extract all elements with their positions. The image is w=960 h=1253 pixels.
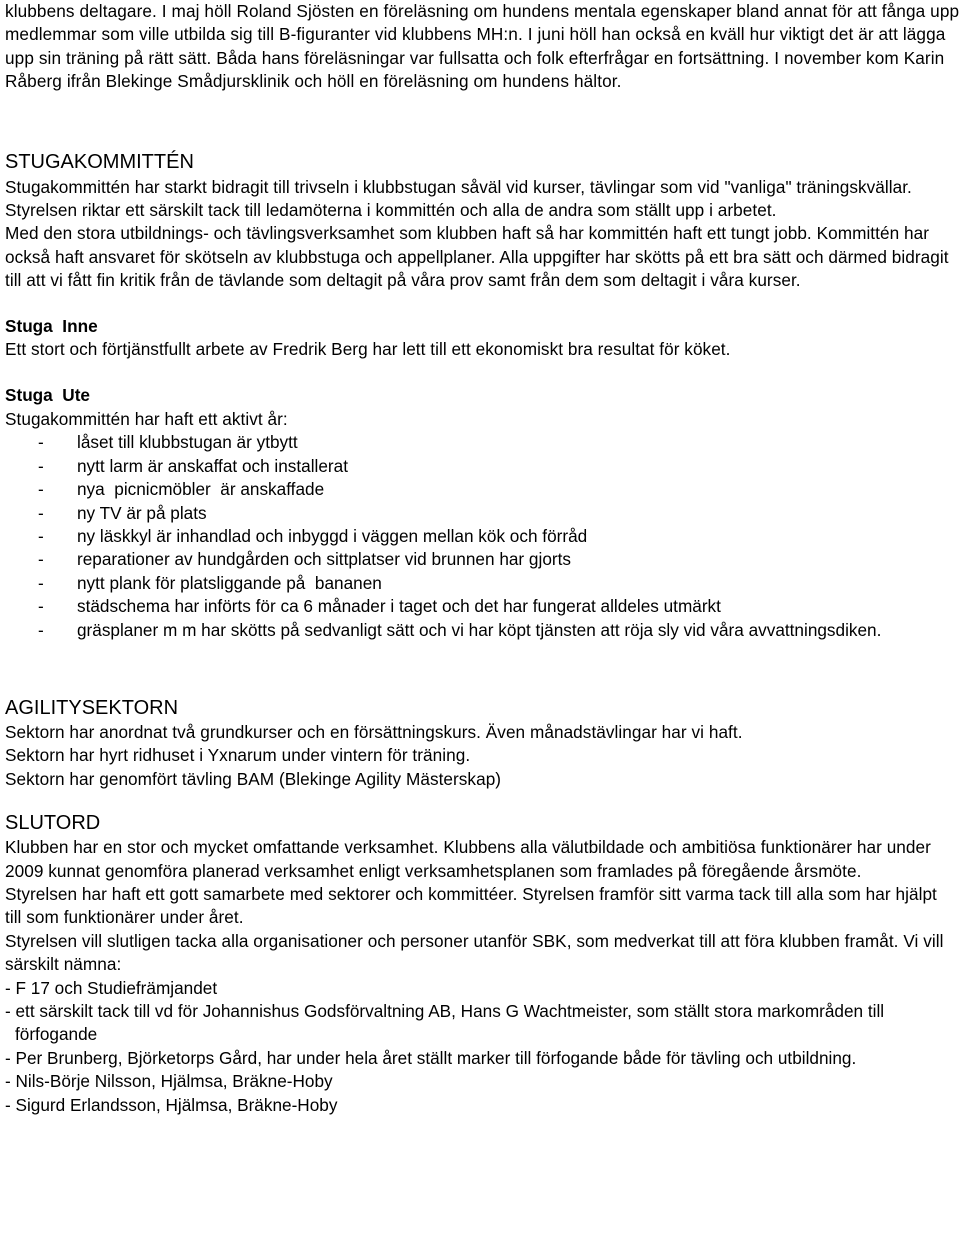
list-item-text: ny TV är på plats <box>77 502 207 523</box>
stuga-ute-list <box>5 431 955 642</box>
agility-line-1: Sektorn har anordnat två grundkurser och en försättningskurs. Även månadstävlingar har vi haft. <box>5 721 743 742</box>
thanks-item: - F 17 och Studiefrämjandet <box>5 977 218 998</box>
thanks-list <box>5 977 955 1117</box>
list-marker: - <box>38 572 44 593</box>
stugakommitten-paragraph-2: Med den stora utbildnings- och tävlingsverksamhet som klubben haft så har kommittén haft ett tungt jobb. Kommittén har också haft ansvaret för skötseln av klubbstuga och appellplaner. Alla uppgifter har skötts på ett bra sätt och därmed bidragit till att vi fått fin kritik från de tävlande som deltagit på våra prov samt från dem som deltagit i våra kurser. <box>5 223 949 291</box>
thanks-item: - Sigurd Erlandsson, Hjälmsa, Bräkne-Hoby <box>5 1094 338 1115</box>
list-item-text: nytt plank för platsliggande på bananen <box>77 572 382 593</box>
list-item <box>5 548 955 571</box>
stuga-ute-intro: Stugakommittén har haft ett aktivt år: <box>5 408 288 429</box>
list-item <box>5 455 955 478</box>
list-item-text: nytt larm är anskaffat och installerat <box>77 455 348 476</box>
list-marker: - <box>38 619 44 640</box>
intro-paragraph: klubbens deltagare. I maj höll Roland Sjösten en föreläsning om hundens mentala egenskaper bland annat för att fånga upp medlemmar som ville utbilda sig till B-figuranter vid klubbens MH:n. I juni höll han också en kväll hur viktigt det är att lägga upp sin träning på rätt sätt. Båda hans föreläsningar var fullsatta och folk efterfrågar en fortsättning. I november kom Karin Råberg ifrån Blekinge Smådjursklinik och höll en föreläsning om hundens hältor. <box>5 1 960 92</box>
list-item <box>5 431 955 454</box>
slutord-paragraph-3: Styrelsen vill slutligen tacka alla organisationer och personer utanför SBK, som medverkat till att föra klubben framåt. Vi vill särskilt nämna: <box>5 930 944 975</box>
list-item-text: reparationer av hundgården och sittplatser vid brunnen har gjorts <box>77 549 571 570</box>
list-item <box>5 572 955 595</box>
list-marker: - <box>38 525 44 546</box>
slutord-paragraph-1: Klubben har en stor och mycket omfattande verksamhet. Klubbens alla välutbildade och ambitiösa funktionärer har under 2009 kunnat genomföra planerad verksamhet enligt verksamhetsplanen som framlades på föregående årsmöte. <box>5 837 931 881</box>
list-item <box>5 478 955 501</box>
list-item <box>5 595 955 618</box>
agility-line-2: Sektorn har hyrt ridhuset i Yxnarum under vintern för träning. <box>5 745 471 766</box>
stugakommitten-paragraph-1: Stugakommittén har starkt bidragit till trivseln i klubbstugan såväl vid kurser, tävlingar som vid "vanliga" träningskvällar. Styrelsen riktar ett särskilt tack till ledamöterna i kommittén och alla de andra som ställt upp i arbetet. <box>5 176 912 221</box>
thanks-item: - ett särskilt tack till vd för Johannishus Godsförvaltning AB, Hans G Wachtmeister, som ställt stora markområden till förfogande <box>5 1001 885 1045</box>
list-marker: - <box>38 479 44 500</box>
list-marker: - <box>38 596 44 617</box>
list-item-text: ny läskkyl är inhandlad och inbyggd i väggen mellan kök och förråd <box>77 525 588 546</box>
slutord-paragraph-2: Styrelsen har haft ett gott samarbete med sektorer och kommittéer. Styrelsen framför sitt varma tack till alla som har hjälpt till som funktionärer under året. <box>5 883 937 928</box>
stuga-inne-text: Ett stort och förtjänstfullt arbete av Fredrik Berg har lett till ett ekonomiskt bra resultat för köket. <box>5 339 731 360</box>
list-item <box>5 619 955 642</box>
list-item <box>5 525 955 548</box>
list-marker: - <box>38 432 44 453</box>
stugakommitten-title: STUGAKOMMITTÉN <box>5 150 194 173</box>
thanks-item: - Per Brunberg, Björketorps Gård, har under hela året ställt marker till förfogande både för tävling och utbildning. <box>5 1047 857 1068</box>
thanks-item: - Nils-Börje Nilsson, Hjälmsa, Bräkne-Hoby <box>5 1071 333 1092</box>
list-marker: - <box>38 455 44 476</box>
stuga-inne-heading: Stuga Inne <box>5 315 98 336</box>
list-marker: - <box>38 502 44 523</box>
agility-line-3: Sektorn har genomfört tävling BAM (Blekinge Agility Mästerskap) <box>5 768 502 789</box>
document-page <box>5 0 960 1117</box>
list-item-text: nya picnicmöbler är anskaffade <box>77 479 325 500</box>
agility-title: AGILITYSEKTORN <box>5 696 179 719</box>
list-item <box>5 502 955 525</box>
stuga-ute-heading: Stuga Ute <box>5 385 90 406</box>
list-marker: - <box>38 549 44 570</box>
slutord-title: SLUTORD <box>5 812 101 835</box>
list-item-text: städschema har införts för ca 6 månader i taget och det har fungerat alldeles utmärkt <box>77 596 721 617</box>
list-item-text: gräsplaner m m har skötts på sedvanligt sätt och vi har köpt tjänsten att röja sly vid våra avvattningsdiken. <box>77 619 882 640</box>
list-item-text: låset till klubbstugan är ytbytt <box>77 432 298 453</box>
